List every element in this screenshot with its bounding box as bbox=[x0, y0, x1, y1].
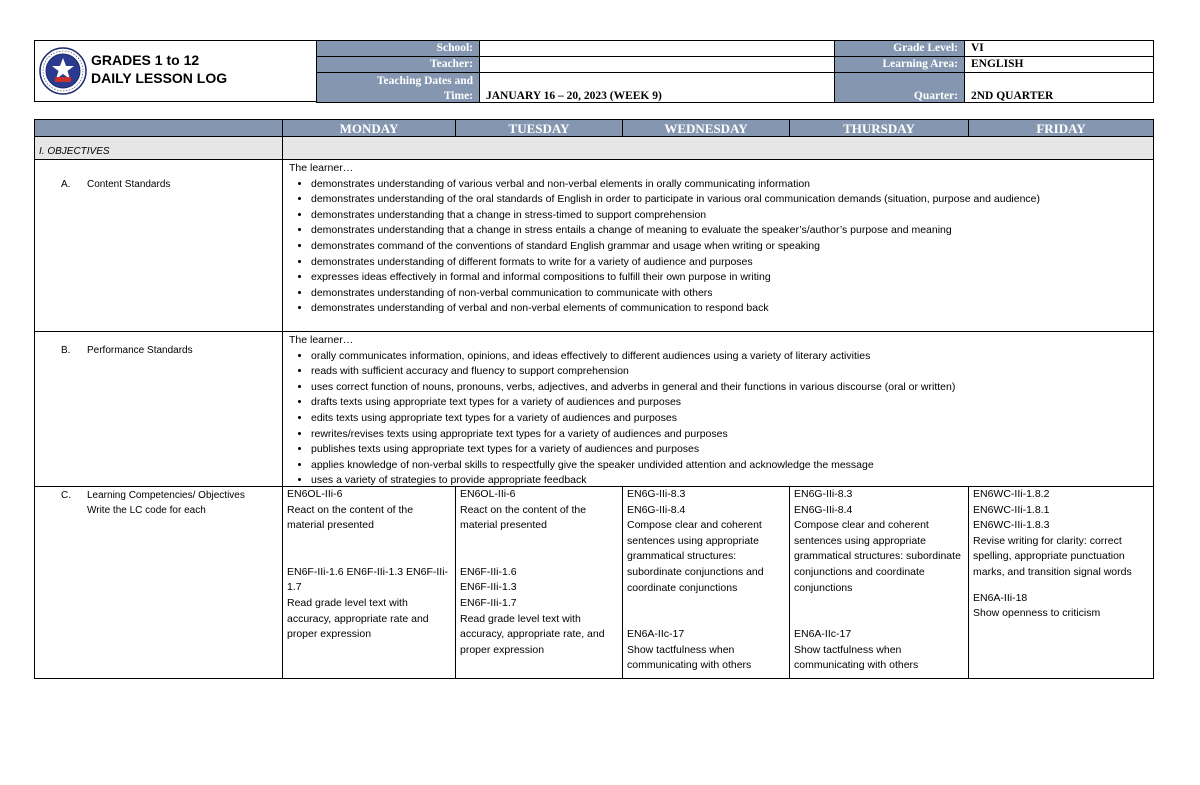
lc-code: EN6OL-IIi-6 bbox=[287, 488, 343, 500]
teacher-label: Teacher: bbox=[316, 56, 480, 73]
list-item: • demonstrates command of the conventions of standard English grammar and usage when writing or speaking bbox=[311, 239, 1147, 255]
competencies-label-cell bbox=[34, 486, 283, 679]
lc-code: EN6G-IIi-8.4 bbox=[794, 503, 853, 516]
lc-text: Show tactfulness when communicating with others bbox=[627, 643, 752, 672]
lc-code: EN6F-IIi-1.7 bbox=[460, 596, 517, 609]
lc-code: EN6WC-IIi-1.8.1 bbox=[973, 503, 1050, 516]
learning-area-field[interactable]: ENGLISH bbox=[964, 56, 1154, 73]
performance-standards-list bbox=[289, 349, 1147, 487]
list-item: • demonstrates understanding of non-verbal communication to communicate with others bbox=[311, 286, 1147, 302]
lc-code: EN6F-IIi-1.6 bbox=[460, 565, 517, 578]
lc-code: EN6G-IIi-8.3 bbox=[794, 488, 853, 500]
lc-code: EN6OL-IIi-6 bbox=[460, 488, 516, 500]
day-header-friday: FRIDAY bbox=[968, 119, 1154, 137]
list-item: • uses correct function of nouns, pronouns, verbs, adjectives, and adverbs in general and their functions in various discourse (oral or written) bbox=[311, 380, 1147, 396]
competency-wednesday bbox=[622, 486, 790, 679]
day-header-wednesday: WEDNESDAY bbox=[622, 119, 790, 137]
teacher-field[interactable] bbox=[479, 56, 835, 73]
lc-code: EN6G-IIi-8.3 bbox=[627, 488, 686, 500]
objectives-row-fill bbox=[282, 136, 1154, 160]
learning-area-label: Learning Area: bbox=[834, 56, 965, 73]
form-title-line1: GRADES 1 to 12 bbox=[91, 52, 200, 68]
teaching-dates-label bbox=[316, 72, 480, 103]
list-item: • demonstrates understanding of different formats to write for a variety of audience and purposes bbox=[311, 255, 1147, 271]
list-item: • demonstrates understanding of various verbal and non-verbal elements in orally communicating information bbox=[311, 177, 1147, 193]
list-item: • demonstrates understanding that a change in stress entails a change of meaning to evaluate the speaker’s/author’s purpose and meaning bbox=[311, 223, 1147, 239]
lc-text: Compose clear and coherent sentences using appropriate grammatical structures: subordinate conjunctions and coordinate conjunctions bbox=[794, 519, 961, 594]
teaching-dates-label-line2: Time: bbox=[443, 90, 473, 102]
content-standards-label-cell bbox=[34, 159, 283, 332]
day-header-monday: MONDAY bbox=[282, 119, 456, 137]
content-standards-label: Content Standards bbox=[87, 179, 171, 190]
competency-friday bbox=[968, 486, 1154, 679]
day-header-thursday: THURSDAY bbox=[789, 119, 969, 137]
performance-standards-cell bbox=[282, 331, 1154, 487]
deped-seal-icon bbox=[39, 47, 87, 95]
teaching-dates-label-line1: Teaching Dates and bbox=[376, 75, 473, 87]
lc-text: Show tactfulness when communicating with others bbox=[794, 643, 919, 672]
content-standards-intro: The learner… bbox=[289, 162, 354, 174]
performance-standards-letter: B. bbox=[61, 345, 71, 356]
lc-code: EN6G-IIi-8.4 bbox=[627, 503, 686, 516]
competencies-letter: C. bbox=[61, 490, 71, 501]
lc-code: EN6A-IIc-17 bbox=[794, 628, 852, 641]
competency-monday bbox=[282, 486, 456, 679]
list-item: • demonstrates understanding of verbal and non-verbal elements of communication to respond back bbox=[311, 301, 1147, 317]
performance-standards-intro: The learner… bbox=[289, 334, 354, 346]
teaching-dates-field[interactable]: JANUARY 16 – 20, 2023 (WEEK 9) bbox=[479, 72, 835, 103]
list-item: • demonstrates understanding of the oral standards of English in order to participate in various oral communication demands (situation, purpose and audience) bbox=[311, 192, 1147, 208]
lc-text: Compose clear and coherent sentences using appropriate grammatical structures: subordinate conjunctions and coordinate conjunctions bbox=[627, 519, 764, 594]
quarter-field[interactable]: 2ND QUARTER bbox=[964, 72, 1154, 103]
lc-text: React on the content of the material presented bbox=[460, 503, 587, 532]
grade-level-label: Grade Level: bbox=[834, 40, 965, 57]
list-item: • demonstrates understanding that a change in stress-timed to support comprehension bbox=[311, 208, 1147, 224]
lc-code: EN6A-IIc-17 bbox=[627, 628, 685, 641]
performance-standards-label: Performance Standards bbox=[87, 345, 193, 356]
list-item: • uses a variety of strategies to provide appropriate feedback bbox=[311, 473, 1147, 487]
form-title bbox=[91, 51, 227, 87]
header-title-box bbox=[34, 40, 317, 102]
quarter-label: Quarter: bbox=[834, 72, 965, 103]
school-field[interactable] bbox=[479, 40, 835, 57]
grade-level-field[interactable]: VI bbox=[964, 40, 1154, 57]
content-standards-cell bbox=[282, 159, 1154, 332]
list-item: • reads with sufficient accuracy and fluency to support comprehension bbox=[311, 364, 1147, 380]
competency-thursday bbox=[789, 486, 969, 679]
day-header-blank bbox=[34, 119, 283, 137]
lc-code: EN6WC-IIi-1.8.3 bbox=[973, 519, 1050, 532]
lc-code: EN6A-IIi-18 bbox=[973, 591, 1028, 604]
objectives-label: I. OBJECTIVES bbox=[39, 146, 110, 157]
content-standards-letter: A. bbox=[61, 179, 71, 190]
objectives-label-cell bbox=[34, 136, 283, 160]
day-header-tuesday: TUESDAY bbox=[455, 119, 623, 137]
list-item: • expresses ideas effectively in formal and informal compositions to fulfill their own purpose in writing bbox=[311, 270, 1147, 286]
lc-text: Read grade level text with accuracy, appropriate rate, and proper expression bbox=[460, 612, 605, 656]
school-label: School: bbox=[316, 40, 480, 57]
lc-text: Revise writing for clarity: correct spelling, appropriate punctuation marks, and transition signal words bbox=[973, 534, 1132, 578]
lc-code: EN6F-IIi-1.3 bbox=[460, 581, 517, 594]
lc-text: Read grade level text with accuracy, appropriate rate and proper expression bbox=[287, 596, 429, 641]
lc-text: React on the content of the material presented bbox=[287, 503, 414, 532]
list-item: • drafts texts using appropriate text types for a variety of audiences and purposes bbox=[311, 395, 1147, 411]
lc-text: Show openness to criticism bbox=[973, 607, 1101, 620]
competencies-label-line2: Write the LC code for each bbox=[87, 505, 206, 516]
competencies-label-line1: Learning Competencies/ Objectives bbox=[87, 490, 245, 501]
lc-code: EN6F-IIi-1.6 EN6F-IIi-1.3 EN6F-IIi-1.7 bbox=[287, 565, 449, 594]
performance-standards-label-cell bbox=[34, 331, 283, 487]
list-item: • edits texts using appropriate text types for a variety of audiences and purposes bbox=[311, 411, 1147, 427]
competency-tuesday bbox=[455, 486, 623, 679]
list-item: • orally communicates information, opinions, and ideas effectively to different audiences using a variety of literary activities bbox=[311, 349, 1147, 365]
list-item: • applies knowledge of non-verbal skills to respectfully give the speaker undivided attention and acknowledge the message bbox=[311, 458, 1147, 474]
list-item: • rewrites/revises texts using appropriate text types for a variety of audiences and purposes bbox=[311, 427, 1147, 443]
lc-code: EN6WC-IIi-1.8.2 bbox=[973, 488, 1050, 500]
form-title-line2: DAILY LESSON LOG bbox=[91, 70, 228, 86]
content-standards-list bbox=[289, 177, 1147, 317]
list-item: • publishes texts using appropriate text types for a variety of audiences and purposes bbox=[311, 442, 1147, 458]
